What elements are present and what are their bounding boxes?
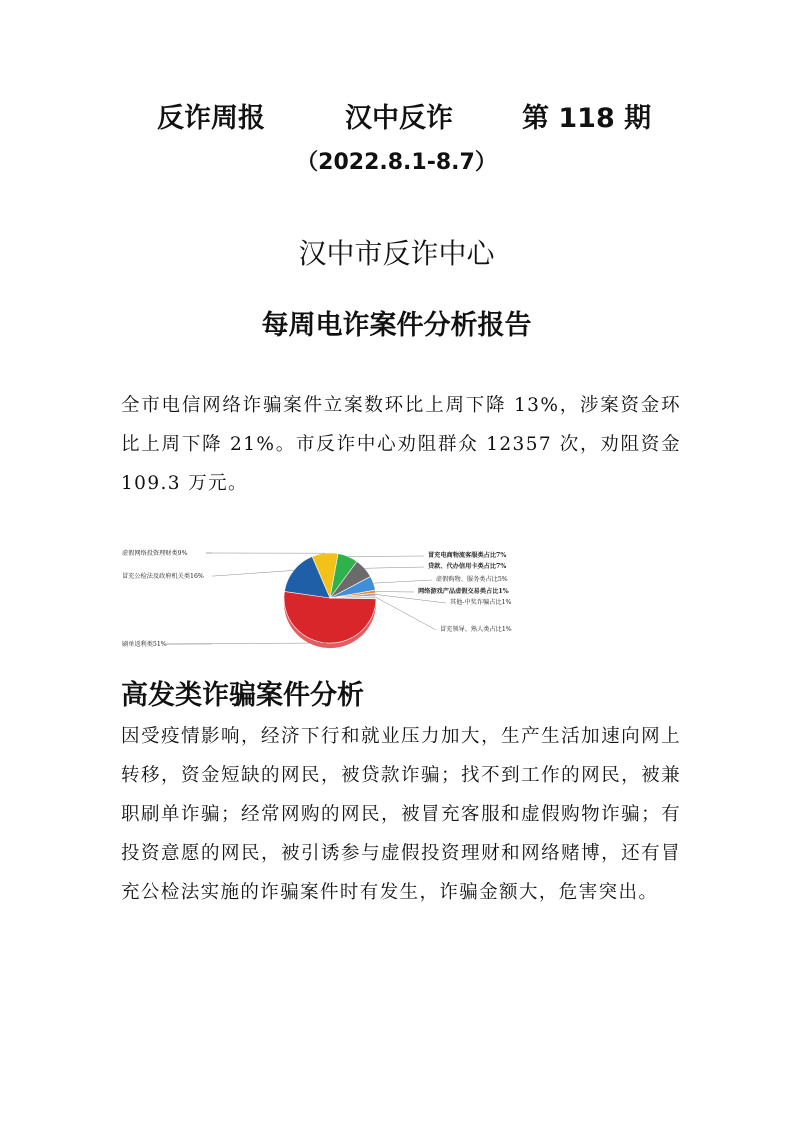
section-body: 因受疫情影响，经济下行和就业压力加大，生产生活加速向网上转移，资金短缺的网民，被贷款诈骗；找不到工作的网民，被兼职刷单诈骗；经常网购的网民，被冒充客服和虚假购物诈骗；有投资意愿的网民，被引诱参与虚假投资理财和网络赌博，还有冒充公检法实施的诈骗案件时有发生，诈骗金额大，危害突出。 <box>121 726 681 903</box>
pie-leader-line <box>376 597 436 630</box>
pie-leader-line <box>212 570 294 576</box>
summary-paragraph: 全市电信网络诈骗案件立案数环比上周下降 13%，涉案资金环比上周下降 21%。市反诈中心劝阻群众 12357 次，劝阻资金 109.3 万元。 <box>121 395 681 494</box>
pie-slice-label: 其他-中奖诈骗占比1% <box>450 599 512 606</box>
title-weekly: 反诈周报 <box>157 103 265 134</box>
pie-leader-line <box>348 556 424 557</box>
pie-slice-label: 冒充公检法及政府机关类16% <box>122 573 204 580</box>
pie-slice-label: 冒充领导、熟人类占比1% <box>440 626 512 633</box>
pie-leader-line <box>166 643 326 644</box>
pie-slice-label: 虚假购物、服务类占比5% <box>436 576 508 583</box>
date-range: （2022.8.1-8.7） <box>296 150 497 175</box>
org-name: 汉中市反诈中心 <box>298 237 495 270</box>
pie-slice-label: 冒充电商物流客服类占比7% <box>428 552 507 559</box>
pie-chart <box>110 540 530 660</box>
pie-slice-label: 贷款、代办信用卡类占比7% <box>428 563 507 570</box>
pie-slice <box>284 591 376 643</box>
report-title: 每周电诈案件分析报告 <box>261 310 532 341</box>
pie-leader-line <box>365 567 424 568</box>
pie-slice-label: 刷单返利类51% <box>122 641 167 648</box>
report-header <box>0 96 793 140</box>
pie-slice-label: 虚假网络投资理财类9% <box>122 550 188 557</box>
section-heading: 高发类诈骗案件分析 <box>121 680 364 711</box>
issue-number: 第 118 期 <box>522 103 652 134</box>
pie-slice-label: 网络游戏产品虚假交易类占比1% <box>418 588 509 595</box>
pie-chart-svg <box>110 540 530 660</box>
pie-leader-line <box>376 594 446 603</box>
title-org-short: 汉中反诈 <box>345 103 453 134</box>
pie-leader-line <box>373 580 432 583</box>
